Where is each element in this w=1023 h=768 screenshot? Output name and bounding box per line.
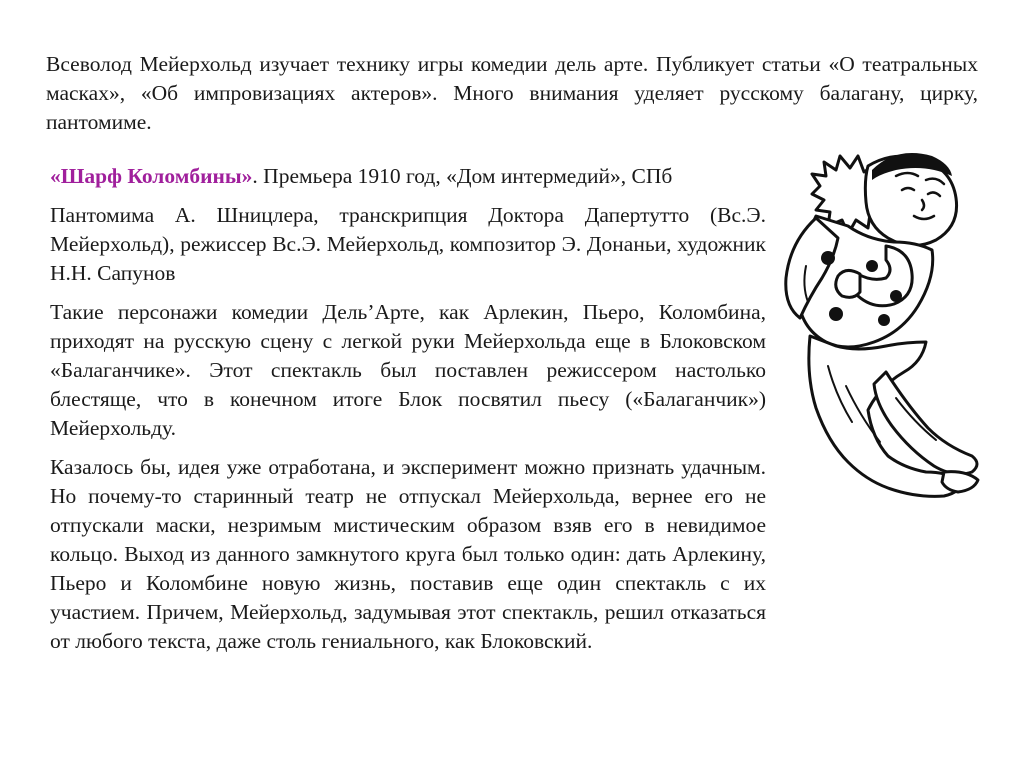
main-text-column	[50, 162, 766, 666]
production-heading	[50, 162, 766, 191]
intro-paragraph: Всеволод Мейерхольд изучает технику игры комедии дель арте. Публикует статьи «О театральных масках», «Об импровизациях актеров». Много внимания уделяет русскому балагану, цирку, пантомиме.	[46, 52, 978, 134]
production-premiere: . Премьера 1910 год, «Дом интермедий», СПб	[252, 164, 673, 188]
conclusion-paragraph: Казалось бы, идея уже отработана, и эксперимент можно признать удачным. Но почему-то старинный театр не отпускал Мейерхольда, вернее его не отпускали маски, незримым мистическим образом взяв его в невидимое кольцо. Выход из данного замкнутого круга был только один: дать Арлекину, Пьеро и Коломбине новую жизнь, поставив еще один спектакль с их участием. Причем, Мейерхольд, задумывая этот спектакль, решил отказаться от любого текста, даже столь гениального, как Блоковский.	[50, 455, 766, 653]
production-title: «Шарф Коломбины»	[50, 164, 253, 188]
pierrot-drawing-icon	[776, 146, 988, 516]
pierrot-illustration	[776, 146, 988, 516]
credits-paragraph: Пантомима А. Шницлера, транскрипция Доктора Дапертутто (Вс.Э. Мейерхольд), режиссер Вс.Э. Мейерхольд, композитор Э. Донаньи, художник Н.Н. Сапунов	[50, 203, 766, 285]
history-paragraph: Такие персонажи комедии Дель’Арте, как Арлекин, Пьеро, Коломбина, приходят на русскую сцену с легкой руки Мейерхольда еще в Блоковском «Балаганчике». Этот спектакль был поставлен режиссером настолько блестяще, что в конечном итоге Блок посвятил пьесу («Балаганчик») Мейерхольду.	[50, 300, 766, 440]
